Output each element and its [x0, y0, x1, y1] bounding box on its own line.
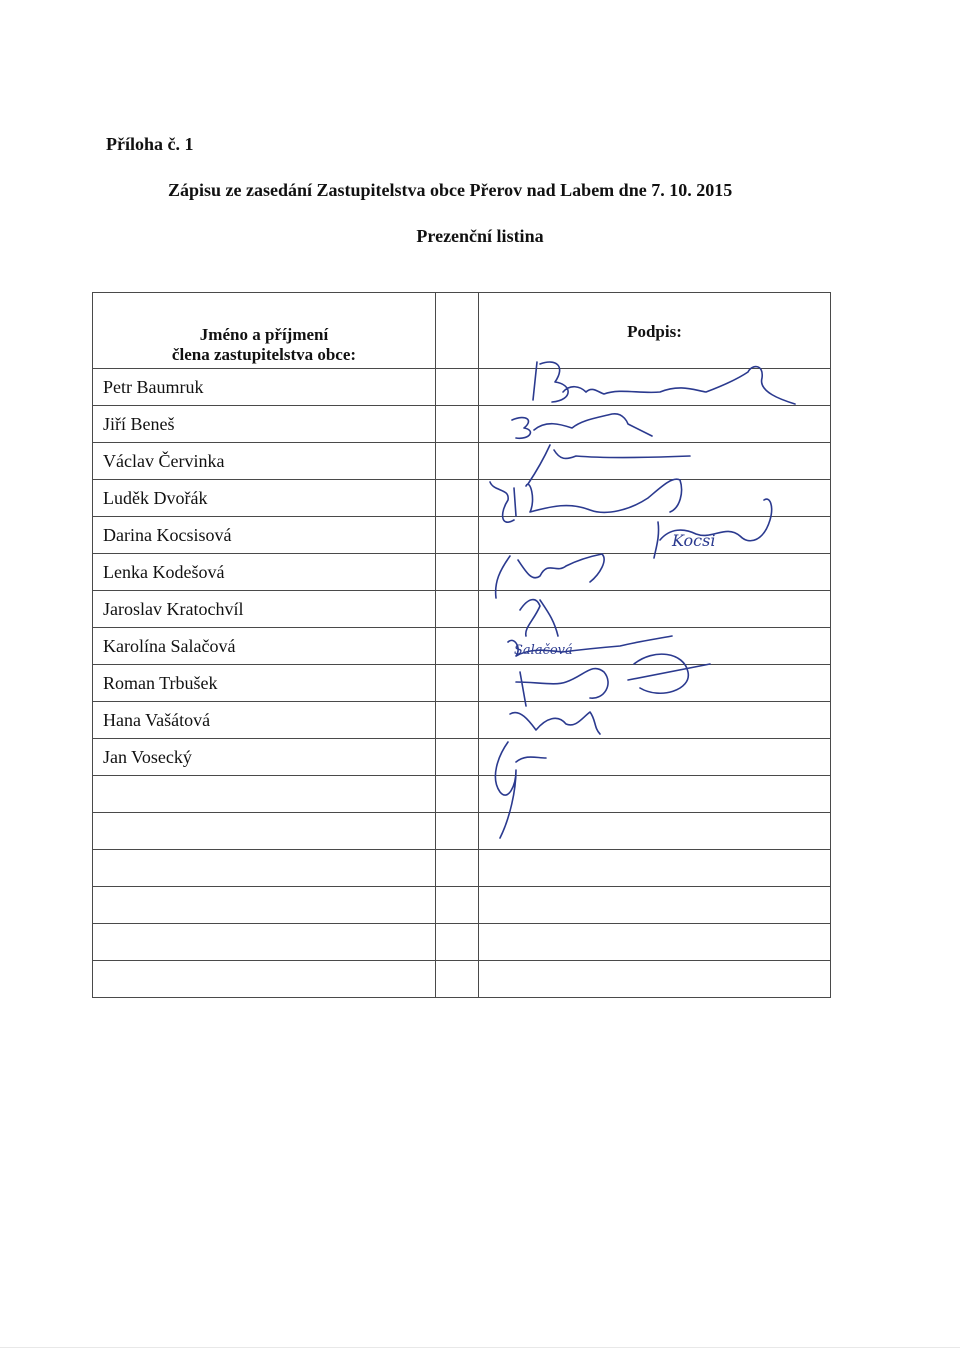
table-row	[93, 369, 831, 406]
minutes-title: Zápisu ze zasedání Zastupitelstva obce Přerov nad Labem dne 7. 10. 2015	[168, 180, 733, 200]
empty-cell	[436, 443, 479, 480]
empty-cell	[436, 591, 479, 628]
signature-cell	[479, 665, 831, 702]
signature-cell	[479, 554, 831, 591]
member-name: Jan Vosecký	[93, 739, 436, 776]
empty-column-header	[436, 293, 479, 369]
empty-cell	[93, 776, 436, 813]
member-name: Darina Kocsisová	[93, 517, 436, 554]
signature-cell	[479, 406, 831, 443]
empty-cell	[436, 406, 479, 443]
table-row	[93, 702, 831, 739]
signature-kocsisova-text: Kocsi	[672, 531, 716, 550]
member-name: Luděk Dvořák	[93, 480, 436, 517]
table-row	[93, 480, 831, 517]
header-row	[93, 293, 831, 369]
table-row	[93, 554, 831, 591]
empty-cell	[436, 850, 479, 887]
empty-cell	[436, 887, 479, 924]
empty-cell	[93, 813, 436, 850]
signature-cell	[479, 702, 831, 739]
empty-cell	[436, 517, 479, 554]
empty-cell	[436, 813, 479, 850]
member-name: Petr Baumruk	[93, 369, 436, 406]
empty-cell	[436, 776, 479, 813]
signature-cell	[479, 591, 831, 628]
empty-cell	[479, 924, 831, 961]
member-name: Hana Vašátová	[93, 702, 436, 739]
blank-row	[93, 961, 831, 998]
signature-cell	[479, 628, 831, 665]
empty-cell	[436, 554, 479, 591]
empty-cell	[479, 961, 831, 998]
empty-cell	[436, 702, 479, 739]
member-name: Václav Červinka	[93, 443, 436, 480]
blank-row	[93, 850, 831, 887]
member-name: Lenka Kodešová	[93, 554, 436, 591]
table-row	[93, 665, 831, 702]
blank-row	[93, 887, 831, 924]
empty-cell	[436, 480, 479, 517]
page-bottom-edge	[0, 1347, 960, 1348]
empty-cell	[436, 924, 479, 961]
table-row	[93, 406, 831, 443]
table-row	[93, 628, 831, 665]
signature-cell	[479, 517, 831, 554]
empty-cell	[436, 628, 479, 665]
empty-cell	[436, 369, 479, 406]
member-name: Karolína Salačová	[93, 628, 436, 665]
attendance-sheet-title: Prezenční listina	[416, 226, 544, 246]
empty-cell	[93, 924, 436, 961]
table-row	[93, 739, 831, 776]
empty-cell	[93, 961, 436, 998]
signature-column-header: Podpis:	[479, 293, 831, 369]
signature-cell	[479, 739, 831, 776]
empty-cell	[479, 887, 831, 924]
attachment-label: Příloha č. 1	[106, 134, 194, 154]
name-header-line2: člena zastupitelstva obce:	[171, 345, 357, 364]
blank-row	[93, 924, 831, 961]
blank-row	[93, 813, 831, 850]
table-row	[93, 591, 831, 628]
empty-cell	[479, 776, 831, 813]
empty-cell	[436, 665, 479, 702]
member-name: Jiří Beneš	[93, 406, 436, 443]
signature-cell	[479, 369, 831, 406]
signature-salacova-text: Salačová	[514, 643, 573, 658]
empty-cell	[93, 887, 436, 924]
signature-cell	[479, 480, 831, 517]
empty-cell	[436, 961, 479, 998]
member-name: Jaroslav Kratochvíl	[93, 591, 436, 628]
name-header-line1: Jméno a příjmení	[199, 325, 329, 344]
signature-cell	[479, 443, 831, 480]
empty-cell	[479, 850, 831, 887]
table-row	[93, 443, 831, 480]
member-name: Roman Trbušek	[93, 665, 436, 702]
name-column-header	[93, 293, 436, 369]
table-row	[93, 517, 831, 554]
empty-cell	[436, 739, 479, 776]
empty-cell	[479, 813, 831, 850]
blank-row	[93, 776, 831, 813]
attendance-table	[92, 292, 831, 998]
empty-cell	[93, 850, 436, 887]
